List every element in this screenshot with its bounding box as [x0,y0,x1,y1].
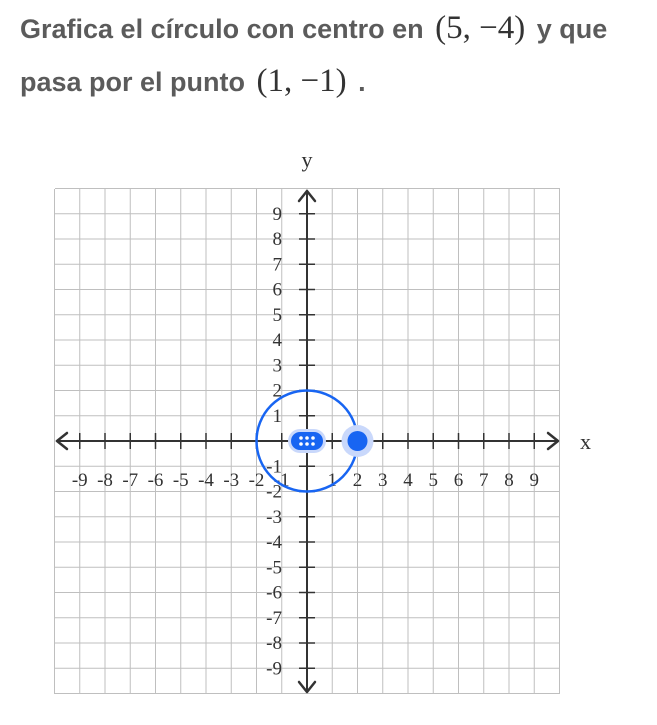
x-tick-label: 3 [378,470,388,491]
y-tick-label: 1 [272,405,282,427]
y-tick-label: -7 [266,607,282,629]
x-tick-label: 2 [352,470,363,491]
point-coordinates: (1, −1) [256,63,347,99]
edge-point-handle[interactable] [342,425,374,457]
move-dot [311,436,315,440]
y-tick-label: -2 [266,481,282,503]
x-tick-label: -8 [97,470,113,491]
y-tick-label: -4 [266,532,282,553]
y-tick-label: -5 [266,557,282,579]
question-prefix: Grafica el círculo con centro en [20,14,432,44]
x-tick-label: 4 [403,470,413,491]
y-tick-label: -8 [266,633,282,654]
x-axis-label: x [580,429,591,454]
y-tick-label: -6 [266,582,282,604]
y-tick-label: 9 [272,203,282,225]
y-axis-label: y [301,147,313,172]
question-middle: y que pasa por el punto [20,14,608,97]
y-tick-label: 8 [272,229,282,250]
move-dot [305,436,309,440]
y-tick-label: -9 [266,658,282,680]
x-tick-label: -9 [71,470,88,491]
y-tick-label: 3 [272,355,282,377]
center-coordinates: (5, −4) [435,10,526,46]
x-tick-label: -1 [273,470,290,491]
x-tick-label: 9 [529,470,539,491]
center-move-handle[interactable] [291,432,323,450]
x-tick-label: -6 [147,470,164,491]
move-dot [299,442,303,446]
y-tick-label: 7 [272,254,282,276]
x-tick-label: 5 [428,470,438,491]
y-tick-label: -1 [266,456,282,478]
x-tick-label: 6 [453,470,464,491]
center-handle-pill [291,432,323,450]
y-tick-label: 4 [272,330,282,351]
x-tick-label: -7 [122,470,139,491]
y-tick-label: 5 [272,304,282,326]
x-tick-label: 7 [479,470,489,491]
move-dot [311,442,315,446]
x-tick-label: -5 [172,470,189,491]
x-tick-label: -3 [223,470,240,491]
y-tick-label: -3 [266,506,282,528]
x-tick-label: -4 [198,470,214,491]
x-tick-label: 8 [504,470,514,491]
x-tick-label: -2 [248,470,265,491]
x-tick-label: 1 [327,470,337,491]
y-tick-label: 6 [272,279,282,301]
move-dot [299,436,303,440]
drag-point-icon [348,431,368,451]
question-suffix: . [350,67,366,97]
move-dot [305,442,309,446]
y-tick-label: 2 [272,380,282,402]
